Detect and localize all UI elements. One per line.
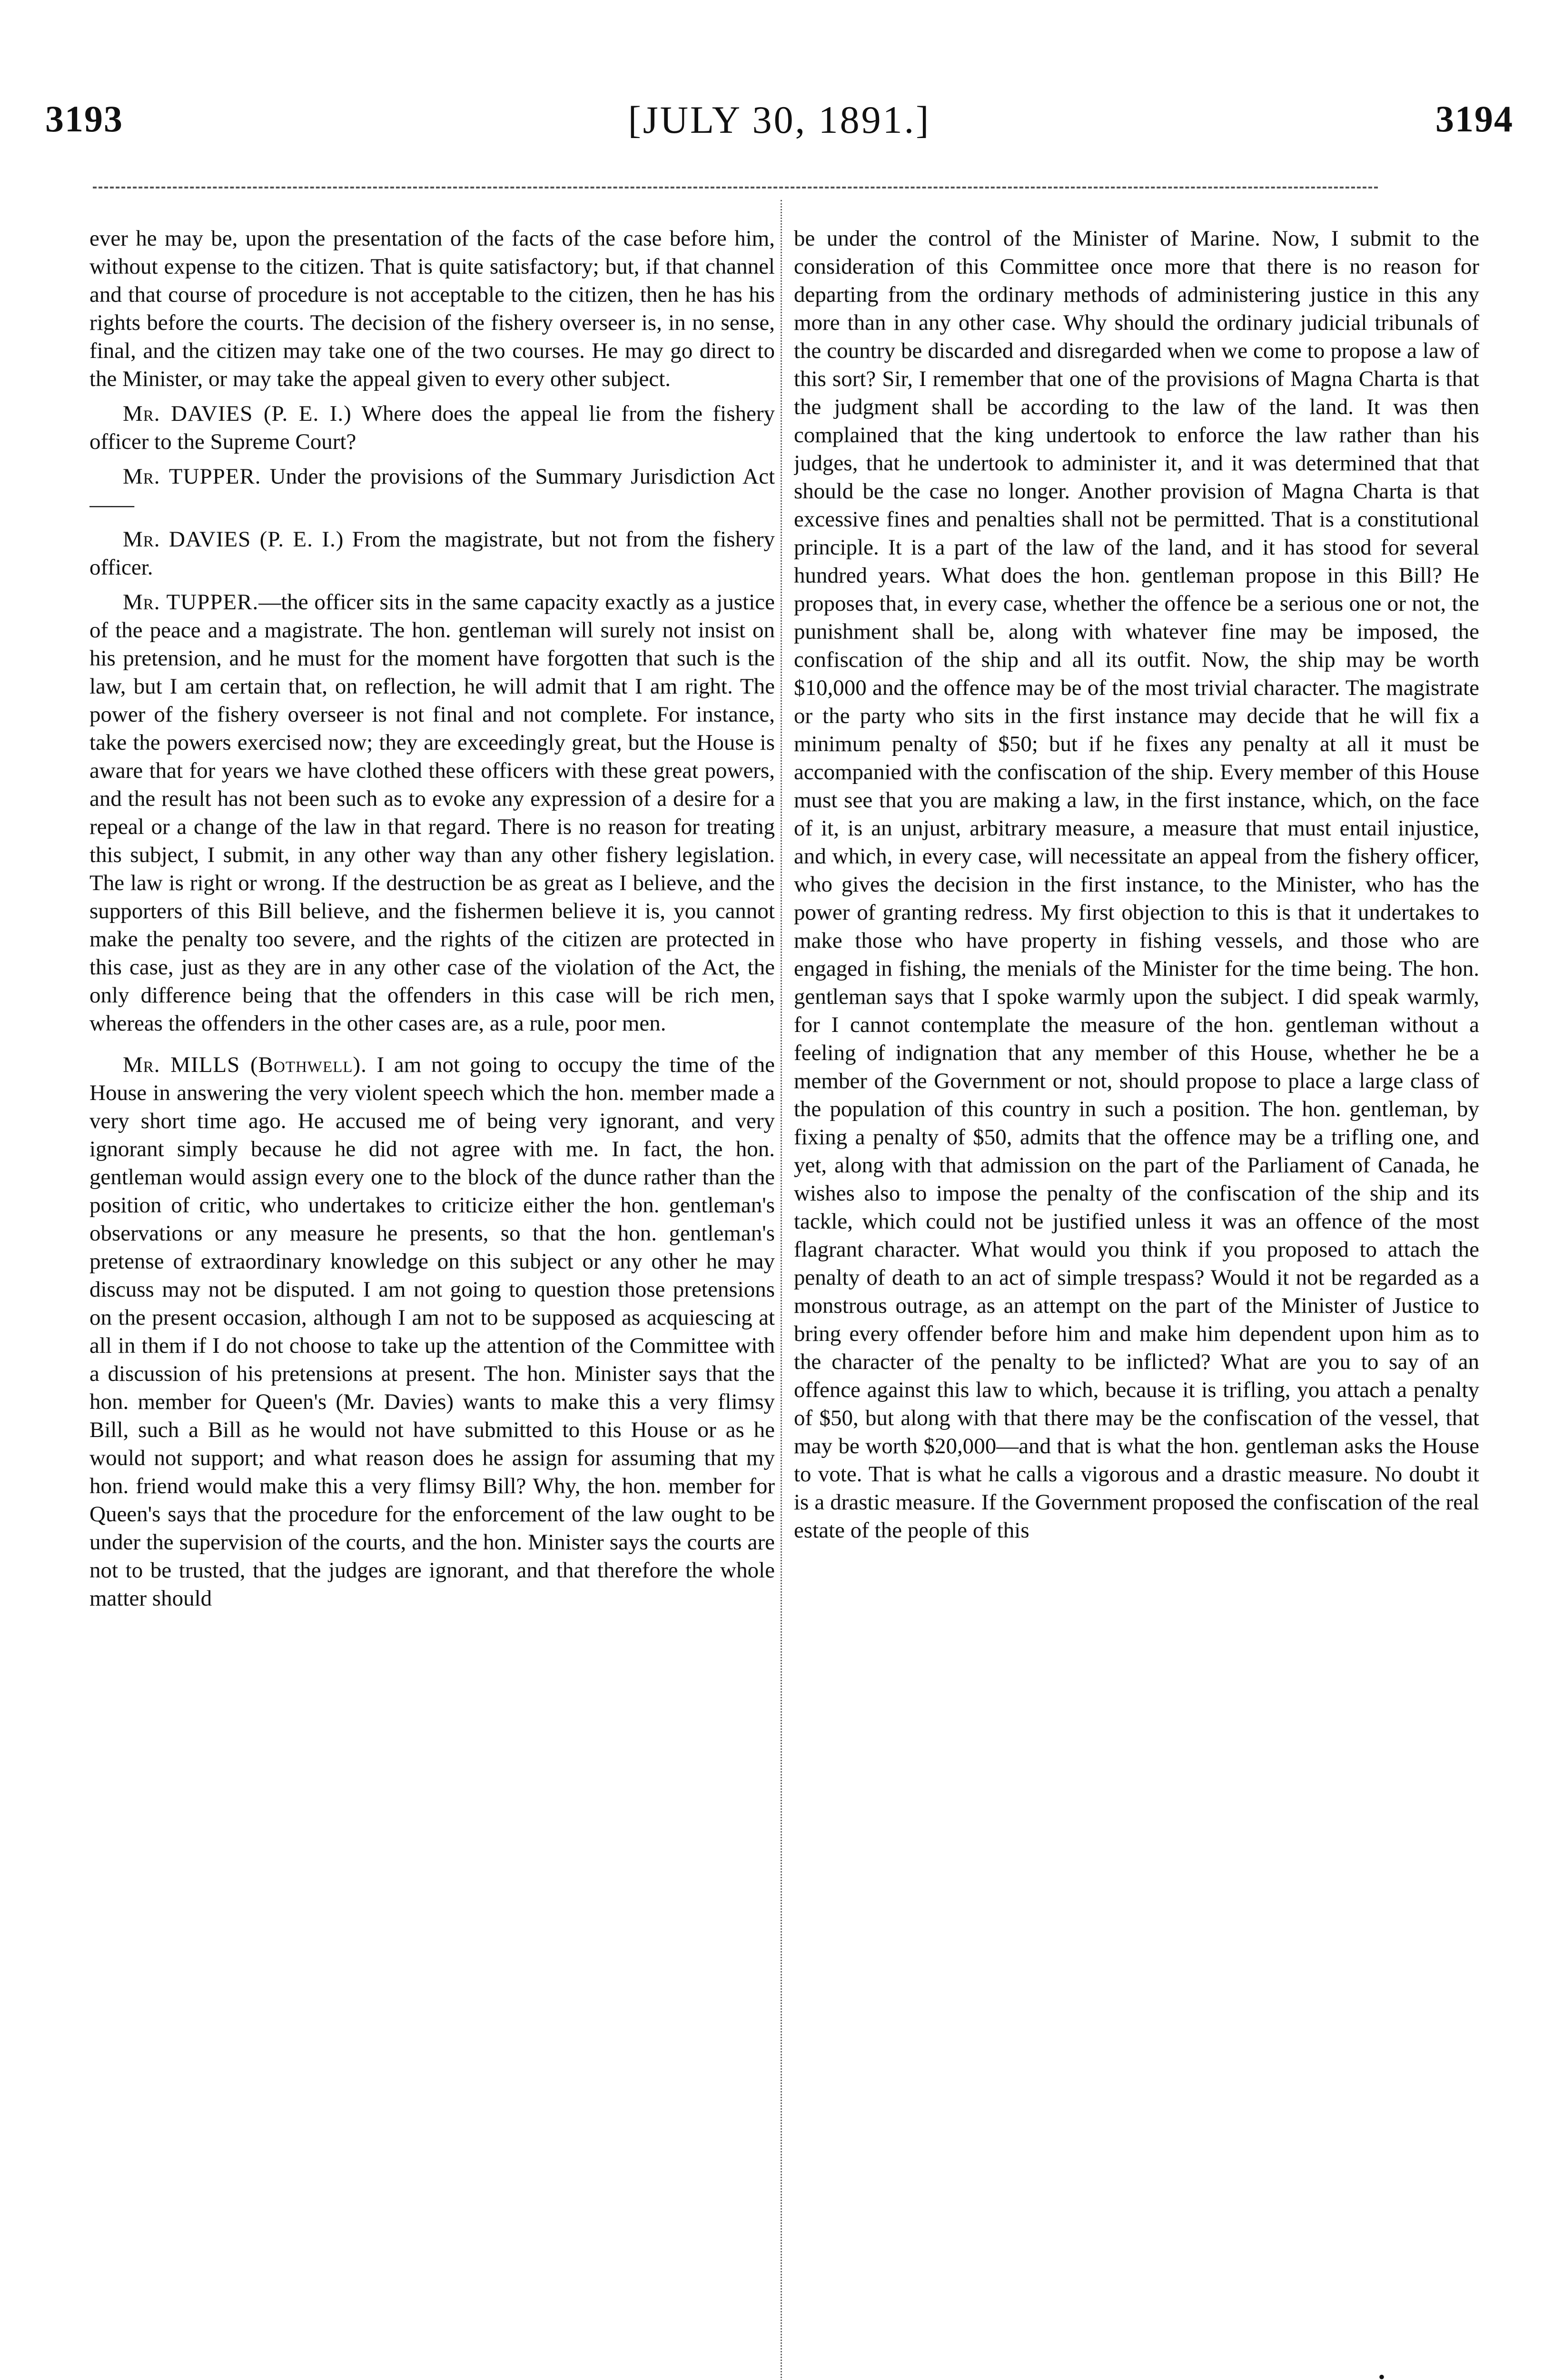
column-divider [781,200,782,2380]
paragraph-text: be under the control of the Minister of Marine. Now, I submit to the consideration of this Committee once more that there is no reason for departing from the ordinary methods of administering justice in this any more than in any other case. Why should the ordinary judicial tribunals of the country be discarded and disregarded when we come to propose a law of this sort? Sir, I remember that one of the provisions of Magna Charta is that the judgment shall be according to the law of the land. It was then complained that the king undertook to enforce the law rather than his judges, that he undertook to administer it, and it was determined that that should be the case no longer. Another provision of Magna Charta is that excessive fines and penalties shall not be permitted. That is a constitutional principle. It is a part of the law of the land, and it has stood for several hundred years. What does the hon. gentleman propose in this Bill? He proposes that, in every case, whether the offence be a serious one or not, the punishment shall be, along with whatever fine may be imposed, the confiscation of the ship and all its outfit. Now, the ship may be worth $10,000 and the offence may be of the most trivial character. The magistrate or the party who sits in the first instance may decide that he will fix a minimum penalty of $50; but if he fixes any penalty at all it must be accompanied with the confiscation of the ship. Every member of this House must see that you are making a law, in the first instance, which, on the face of it, is an unjust, arbitrary measure, a measure that must entail injustice, and which, in every case, will necessitate an appeal from the fishery officer, who gives the decision in the first instance, to the Minister, who has the power of granting redress. My first objection to this is that it undertakes to make those who have property in fishing vessels, and those who are engaged in fishing, the menials of the Minister for the time being. The hon. gentleman says that I spoke warmly upon the subject. I did speak warmly, for I cannot contemplate the measure of the hon. gentleman without a feeling of indignation that any member of this House, whether he be a member of the Government or not, should propose to place a large class of the population of this country in such a position. The hon. gentleman, by fixing a penalty of $50, admits that the offence may be a trifling one, and yet, along with that admission on the part of the Parliament of Canada, he wishes also to impose the penalty of the confiscation of the ship and its tackle, which could not be justified unless it was an offence of the most flagrant character. What would you think if you proposed to attach the penalty of death to an act of simple trespass? Would it not be regarded as a monstrous outrage, as an attempt on the part of the Minister of Justice to bring every offender before him and make him dependent upon him as to the character of the penalty to be inflicted? What are you to say of an offence against this law to which, because it is trifling, you attach a penalty of $50, but along with that there may be the confiscation of the vessel, that may be worth $20,000—and that is what the hon. gentleman asks the House to vote. That is what he calls a vigorous and a drastic measure. No doubt it is a drastic measure. If the Government proposed the confiscation of the real estate of the people of this [794,226,1479,1543]
speaker-name: Mr. TUPPER. [123,590,259,615]
page-date: [JULY 30, 1891.] [628,98,931,141]
speaker-name: Mr. MILLS (Bothwell). [123,1052,367,1077]
speech-text: Under the provisions of the Summary Jurisdiction Act—— [89,464,775,517]
speech-paragraph [89,1051,775,1613]
stray-mark: • [1378,2366,1385,2380]
paragraph-continuation [89,225,775,393]
header-rule [93,187,1378,188]
right-column [794,225,1479,2376]
speech-paragraph [89,463,775,519]
page-number-left: 3193 [45,98,123,139]
speech-paragraph [89,588,775,1038]
speaker-name: Mr. DAVIES (P. E. I.) [123,401,352,426]
speech-text: From the magistrate, but not from the fishery officer. [89,527,775,580]
page-number-right: 3194 [1435,98,1514,139]
speech-text: —the officer sits in the same capacity exactly as a justice of the peace and a magistrate. The hon. gentleman will surely not insist on his pretension, and he must for the moment have forgotten that such is the law, but I am certain that, on reflection, he will admit that I am right. The power of the fishery overseer is not final and not complete. For instance, take the powers exercised now; they are exceedingly great, but the House is aware that for years we have clothed these officers with these great powers, and the result has not been such as to evoke any expression of a desire for a repeal or a change of the law in that regard. There is no reason for treating this subject, I submit, in any other way than any other fishery legislation. The law is right or wrong. If the destruction be as great as I believe, and the supporters of this Bill believe, and the fishermen believe it is, you cannot make the penalty too severe, and the rights of the citizen are protected in this case, just as they are in any other case of the violation of the Act, the only difference being that the offenders in this case will be rich men, whereas the offenders in the other cases are, as a rule, poor men. [89,590,775,1036]
paragraph-continuation [794,225,1479,1545]
speech-text: Where does the appeal lie from the fishery officer to the Supreme Court? [89,401,775,454]
speech-paragraph [89,526,775,582]
speaker-name: Mr. DAVIES (P. E. I.) [123,527,344,552]
left-column [89,225,775,2376]
paragraph-text: ever he may be, upon the presentation of the facts of the case before him, without expense to the citizen. That is quite satisfactory; but, if that channel and that course of procedure is not acceptable to the citizen, then he has his rights before the courts. The decision of the fishery overseer is, in no sense, final, and the citizen may take one of the two courses. He may go direct to the Minister, or may take the appeal given to every other subject. [89,226,775,391]
speaker-name: Mr. TUPPER. [123,464,261,489]
speech-paragraph [89,400,775,456]
speech-text: I am not going to occupy the time of the House in answering the very violent speech which the hon. member made a very short time ago. He accused me of being very ignorant, and very ignorant simply because he did not agree with me. In fact, the hon. gentleman would assign every one to the block of the dunce rather than the position of critic, who undertakes to criticize either the hon. gentleman's observations or any measure he presents, so that the hon. gentleman's pretense of extraordinary knowledge on this subject or any other he may discuss may not be disputed. I am not going to question those pretensions on the present occasion, although I am not to be supposed as acquiescing at all in them if I do not choose to take up the attention of the Committee with a discussion of his pretensions at present. The hon. Minister says that the hon. member for Queen's (Mr. Davies) wants to make this a very flimsy Bill, such a Bill as he would not have submitted to this House or as he would not support; and what reason does he assign for assuming that my hon. friend would make this a very flimsy Bill? Why, the hon. member for Queen's says that the procedure for the enforcement of the law ought to be under the supervision of the courts, and the hon. Minister says the courts are not to be trusted, that the judges are ignorant, and that therefore the whole matter should [89,1052,775,1611]
page-header [45,98,1514,150]
